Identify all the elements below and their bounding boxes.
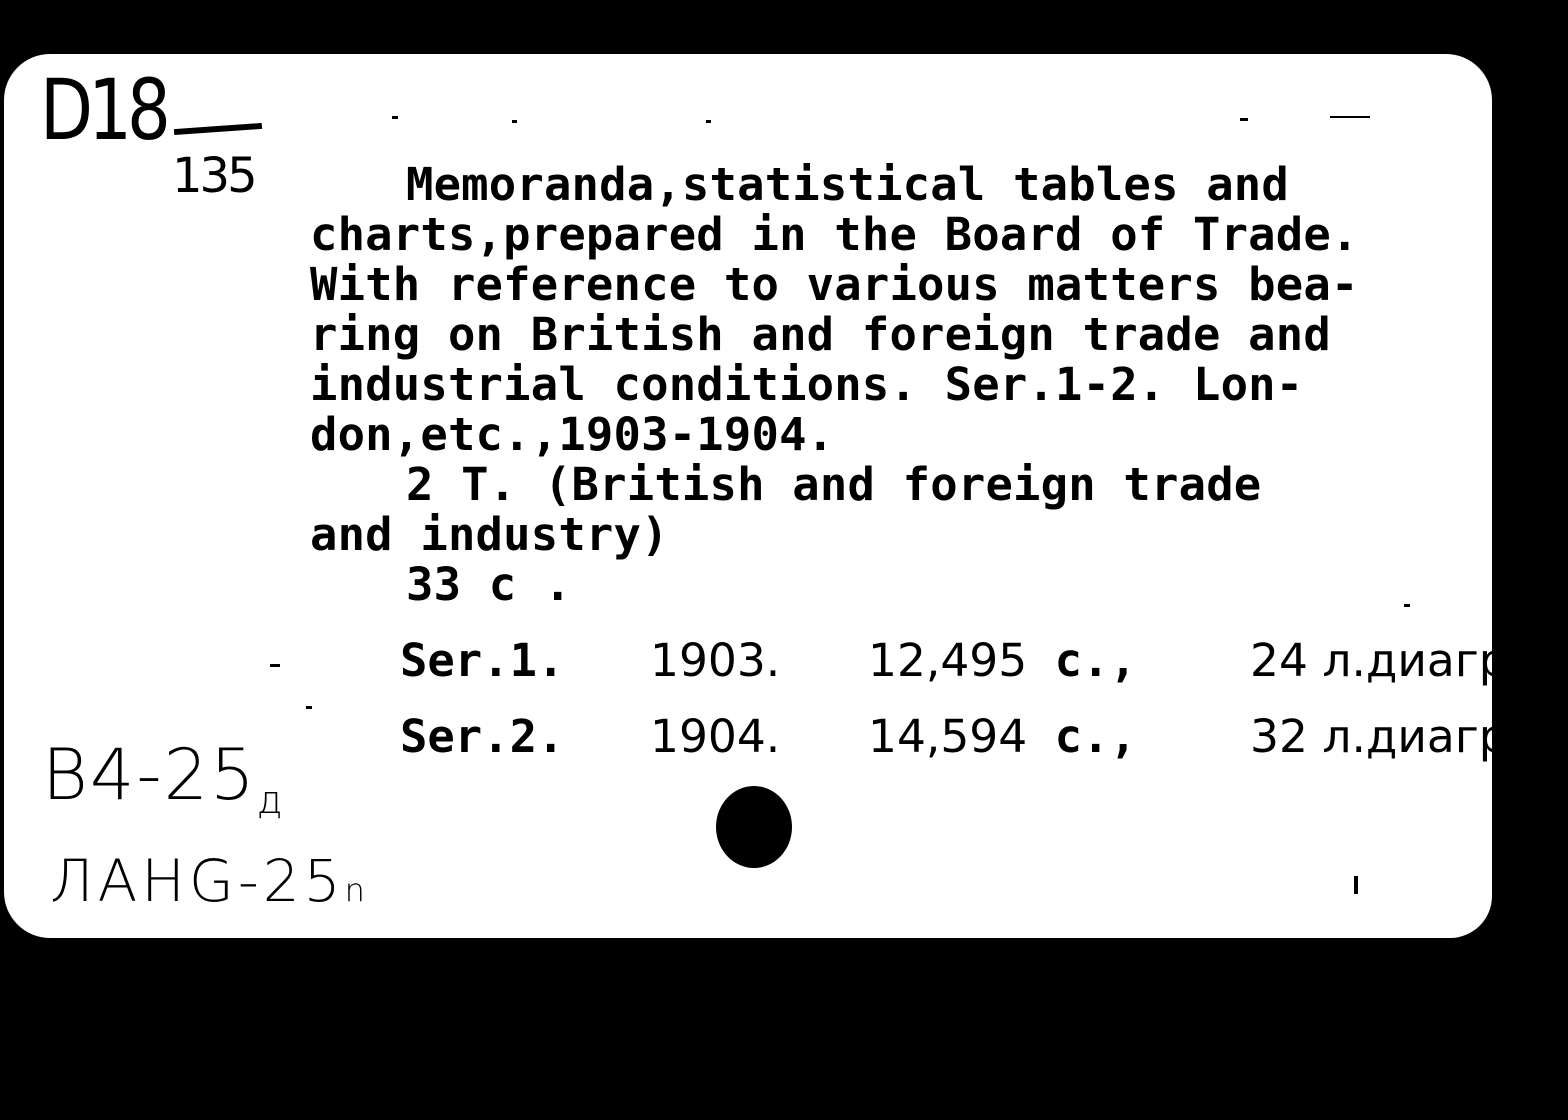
entry-line: Memoranda,statistical tables and — [406, 158, 1289, 211]
series-pages — [868, 636, 1137, 686]
series-label: Ser.1. — [400, 634, 565, 687]
entry-line: 2 T. (British and foreign trade — [406, 458, 1262, 511]
catalog-entry — [310, 160, 1359, 610]
series-pages-suffix: c., — [1027, 710, 1137, 763]
scan-speck — [1240, 118, 1248, 121]
scan-speck — [270, 664, 280, 667]
series-label: Ser.2. — [400, 710, 565, 763]
series-plates: 32 л.диагр. — [1250, 710, 1523, 763]
punch-hole — [716, 786, 792, 868]
series-plates: 24 л.диагр. — [1250, 634, 1523, 687]
shelf-mark-2-text: ЛАНG-25 — [50, 847, 345, 915]
series-row — [400, 634, 1523, 688]
entry-line: ring on British and foreign trade and — [310, 308, 1331, 361]
series-row — [400, 710, 1523, 764]
scan-speck — [1354, 876, 1358, 894]
shelf-mark-1-suffix: д — [256, 778, 285, 822]
series-year: 1904. — [650, 710, 781, 763]
scan-speck — [1404, 604, 1410, 607]
shelf-mark-2-suffix: n — [344, 871, 369, 909]
scan-speck — [306, 706, 312, 709]
shelf-mark-1-text: B4-25 — [42, 734, 257, 816]
scan-speck — [706, 120, 711, 123]
entry-line: and industry) — [310, 508, 669, 561]
series-pages-suffix: c., — [1027, 634, 1137, 687]
series-pages — [868, 712, 1137, 762]
series-pages-count: 14,594 — [868, 710, 1028, 763]
series-year: 1903. — [650, 634, 781, 687]
call-number-sub: 135 — [172, 148, 255, 204]
scan-speck — [512, 120, 517, 123]
entry-line: don,etc.,1903-1904. — [310, 408, 835, 461]
scan-speck — [1330, 116, 1370, 118]
shelf-mark-2 — [50, 847, 369, 915]
call-number-main: D18 — [40, 61, 166, 159]
entry-line: 33 c . — [406, 558, 572, 611]
scan-speck — [392, 116, 398, 119]
entry-line: With reference to various matters bea- — [310, 258, 1359, 311]
entry-line: industrial conditions. Ser.1-2. Lon- — [310, 358, 1304, 411]
shelf-mark-1 — [42, 734, 285, 822]
entry-line: charts,prepared in the Board of Trade. — [310, 208, 1359, 261]
series-pages-count: 12,495 — [868, 634, 1028, 687]
